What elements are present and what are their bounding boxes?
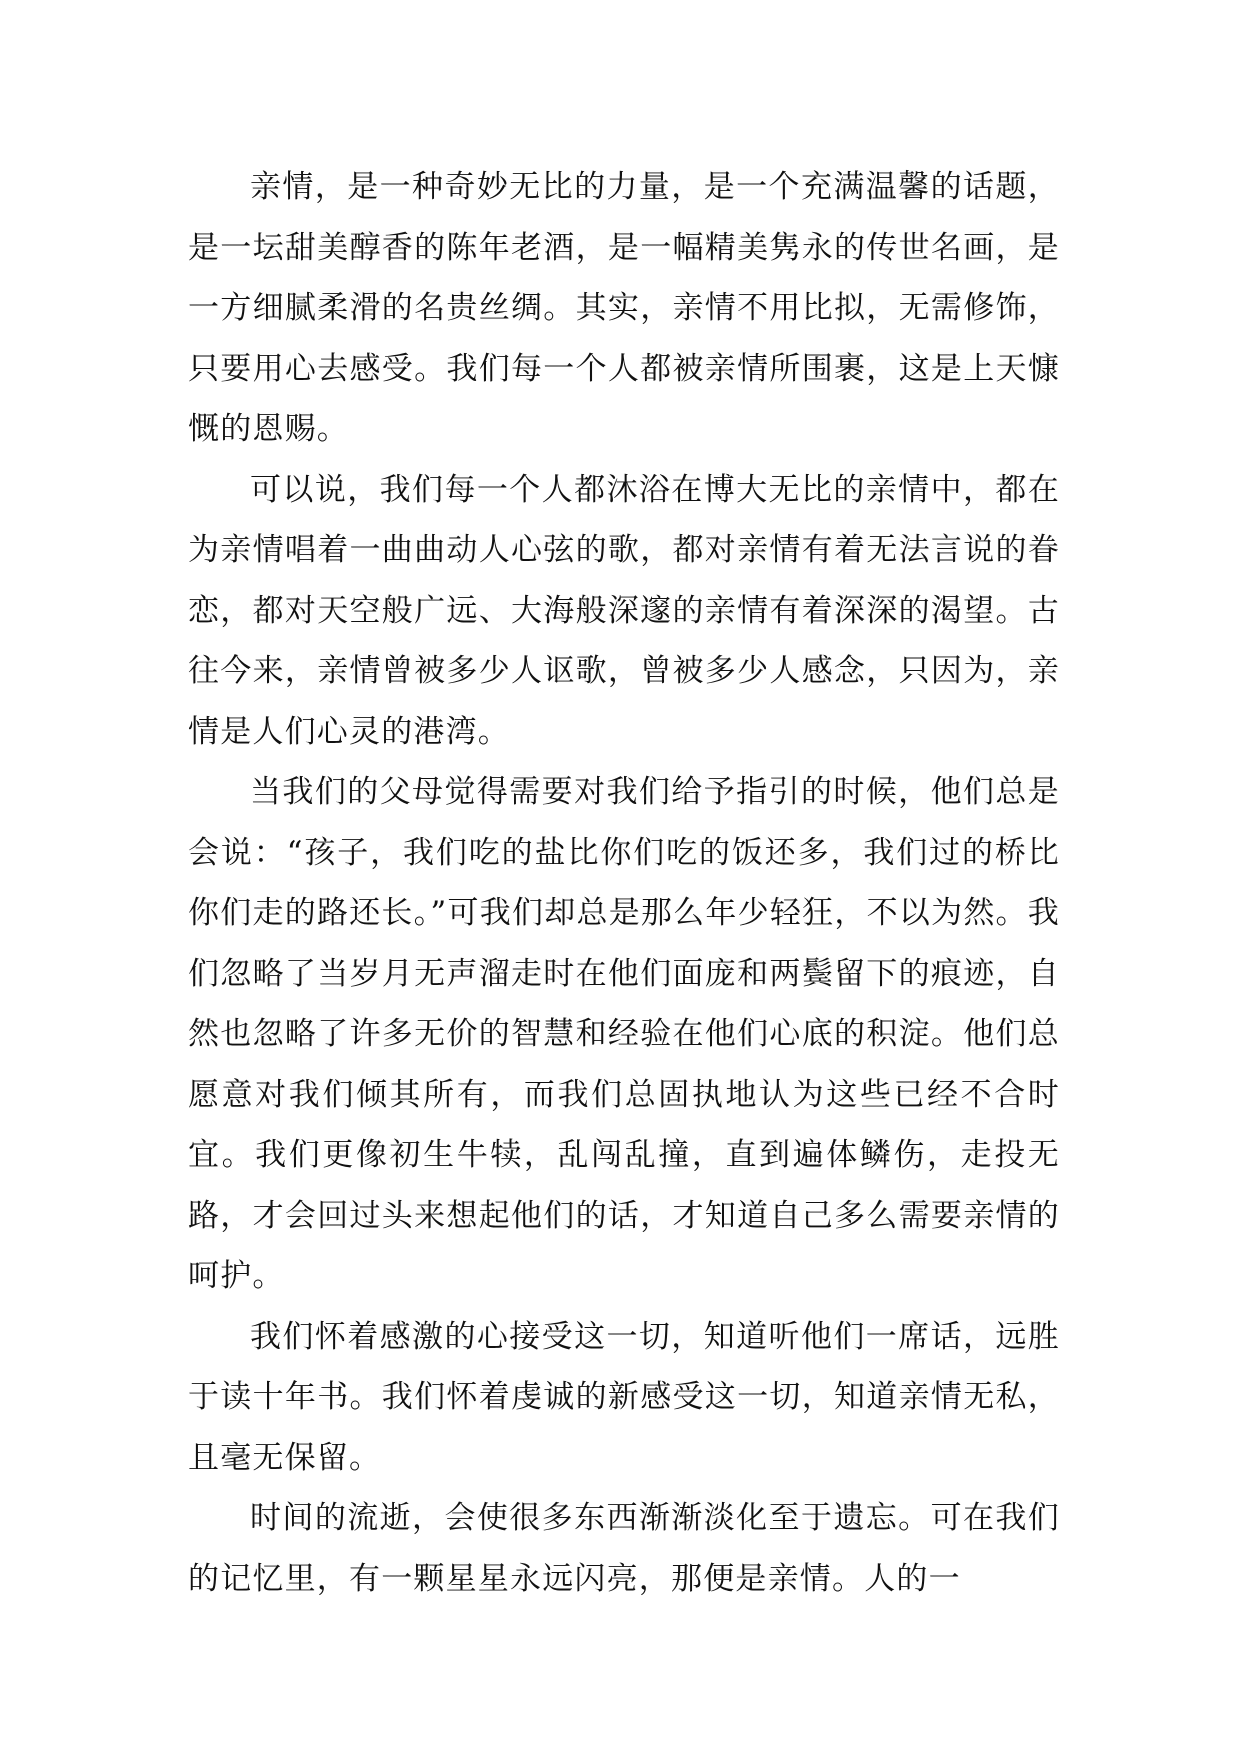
paragraph-2: 可以说，我们每一个人都沐浴在博大无比的亲情中，都在为亲情唱着一曲曲动人心弦的歌，都对亲情有着无法言说的眷恋，都对天空般广远、大海般深邃的亲情有着深深的渴望。古往今来，亲情曾被多少人讴歌，曾被多少人感念，只因为，亲情是人们心灵的港湾。: [188, 471, 1060, 750]
paragraph-5: 时间的流逝，会使很多东西渐渐淡化至于遗忘。可在我们的记忆里，有一颗星星永远闪亮，那便是亲情。人的一: [188, 1500, 1060, 1597]
document-body: [188, 157, 1060, 1609]
paragraph-4: 我们怀着感激的心接受这一切，知道听他们一席话，远胜于读十年书。我们怀着虔诚的新感受这一切，知道亲情无私，且毫无保留。: [188, 1318, 1060, 1476]
paragraph-3: 当我们的父母觉得需要对我们给予指引的时候，他们总是会说：“孩子，我们吃的盐比你们吃的饭还多，我们过的桥比你们走的路还长。”可我们却总是那么年少轻狂，不以为然。我们忽略了当岁月无声溜走时在他们面庞和两鬓留下的痕迹，自然也忽略了许多无价的智慧和经验在他们心底的积淀。他们总愿意对我们倾其所有，而我们总固执地认为这些已经不合时宜。我们更像初生牛犊，乱闯乱撞，直到遍体鳞伤，走投无路，才会回过头来想起他们的话，才知道自己多么需要亲情的呵护。: [188, 774, 1060, 1294]
paragraph-1: 亲情，是一种奇妙无比的力量，是一个充满温馨的话题，是一坛甜美醇香的陈年老酒，是一幅精美隽永的传世名画，是一方细腻柔滑的名贵丝绸。其实，亲情不用比拟，无需修饰，只要用心去感受。我们每一个人都被亲情所围裹，这是上天慷慨的恩赐。: [188, 169, 1060, 447]
